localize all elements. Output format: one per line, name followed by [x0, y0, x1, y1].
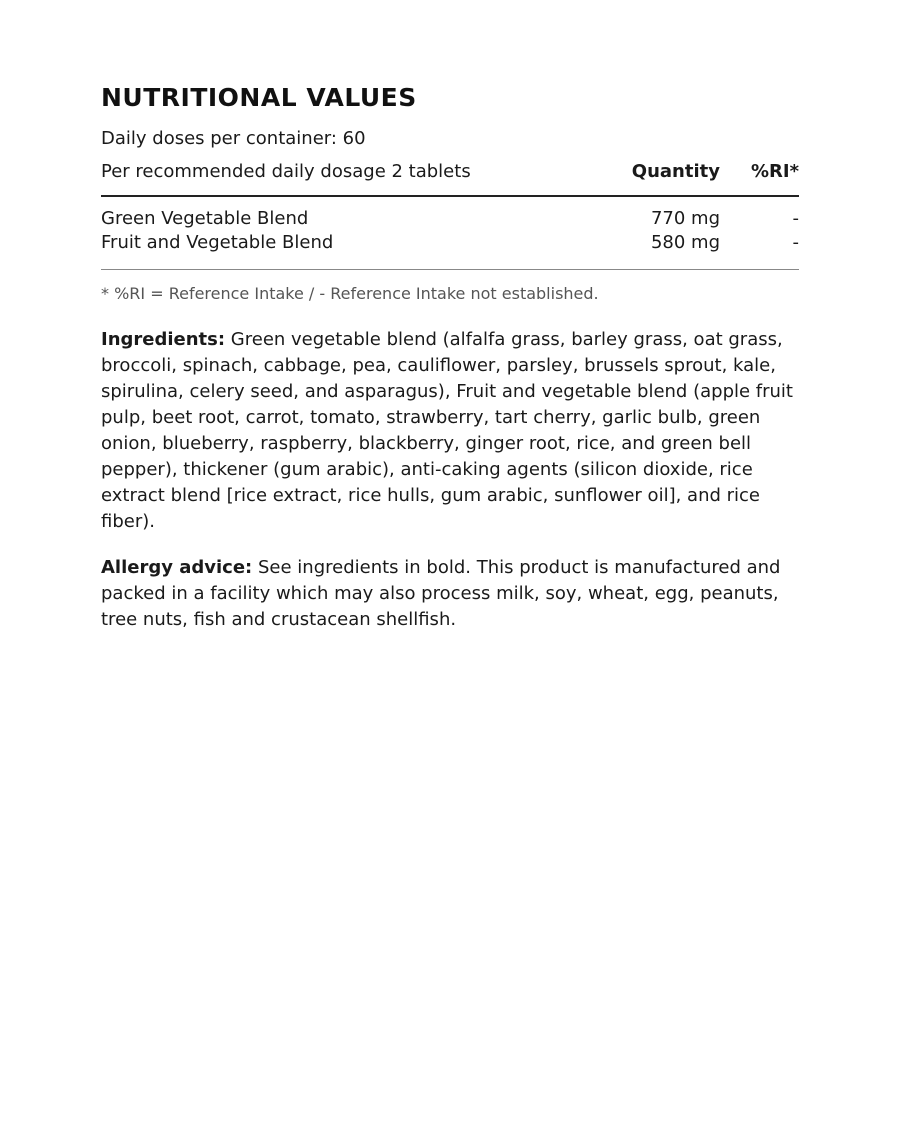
header-dosage: Per recommended daily dosage 2 tablets	[101, 161, 471, 182]
row-name: Fruit and Vegetable Blend	[101, 232, 334, 253]
doses-per-container: Daily doses per container: 60	[101, 128, 366, 149]
ingredients-paragraph	[101, 327, 799, 535]
nutrition-panel	[101, 80, 799, 651]
page-title: NUTRITIONAL VALUES	[101, 83, 417, 112]
table-row	[101, 207, 799, 231]
header-ri: %RI*	[750, 161, 799, 182]
allergy-label: Allergy advice:	[101, 557, 253, 578]
table-body	[101, 197, 799, 270]
ingredients-text: Green vegetable blend (alfalfa grass, barley grass, oat grass, broccoli, spinach, cabbage, pea, cauliflower, parsley, brussels sprout, kale, spirulina, celery seed, and asparagus), Fruit and vegetable blend (apple fruit pulp, beet root, carrot, tomato, strawberry, tart cherry, garlic bulb, green onion, blueberry, raspberry, blackberry, ginger root, rice, and green bell pepper), thickener (gum arabic), anti-caking agents (silicon dioxide, rice extract blend [rice extract, rice hulls, gum arabic, sunflower oil], and rice fiber).	[101, 329, 793, 532]
row-ri: -	[792, 208, 799, 229]
row-ri: -	[792, 232, 799, 253]
row-quantity: 580 mg	[650, 232, 720, 253]
allergy-paragraph	[101, 555, 799, 633]
allergy-text: See ingredients in bold. This product is manufactured and packed in a facility which may also process milk, soy, wheat, egg, peanuts, tree nuts, fish and crustacean shellfish.	[101, 557, 781, 630]
header-quantity: Quantity	[631, 161, 720, 182]
table-row	[101, 231, 799, 255]
ri-footnote: * %RI = Reference Intake / - Reference Intake not established.	[101, 284, 599, 303]
ingredients-label: Ingredients:	[101, 329, 226, 350]
row-quantity: 770 mg	[650, 208, 720, 229]
row-name: Green Vegetable Blend	[101, 208, 309, 229]
table-header	[101, 160, 799, 197]
